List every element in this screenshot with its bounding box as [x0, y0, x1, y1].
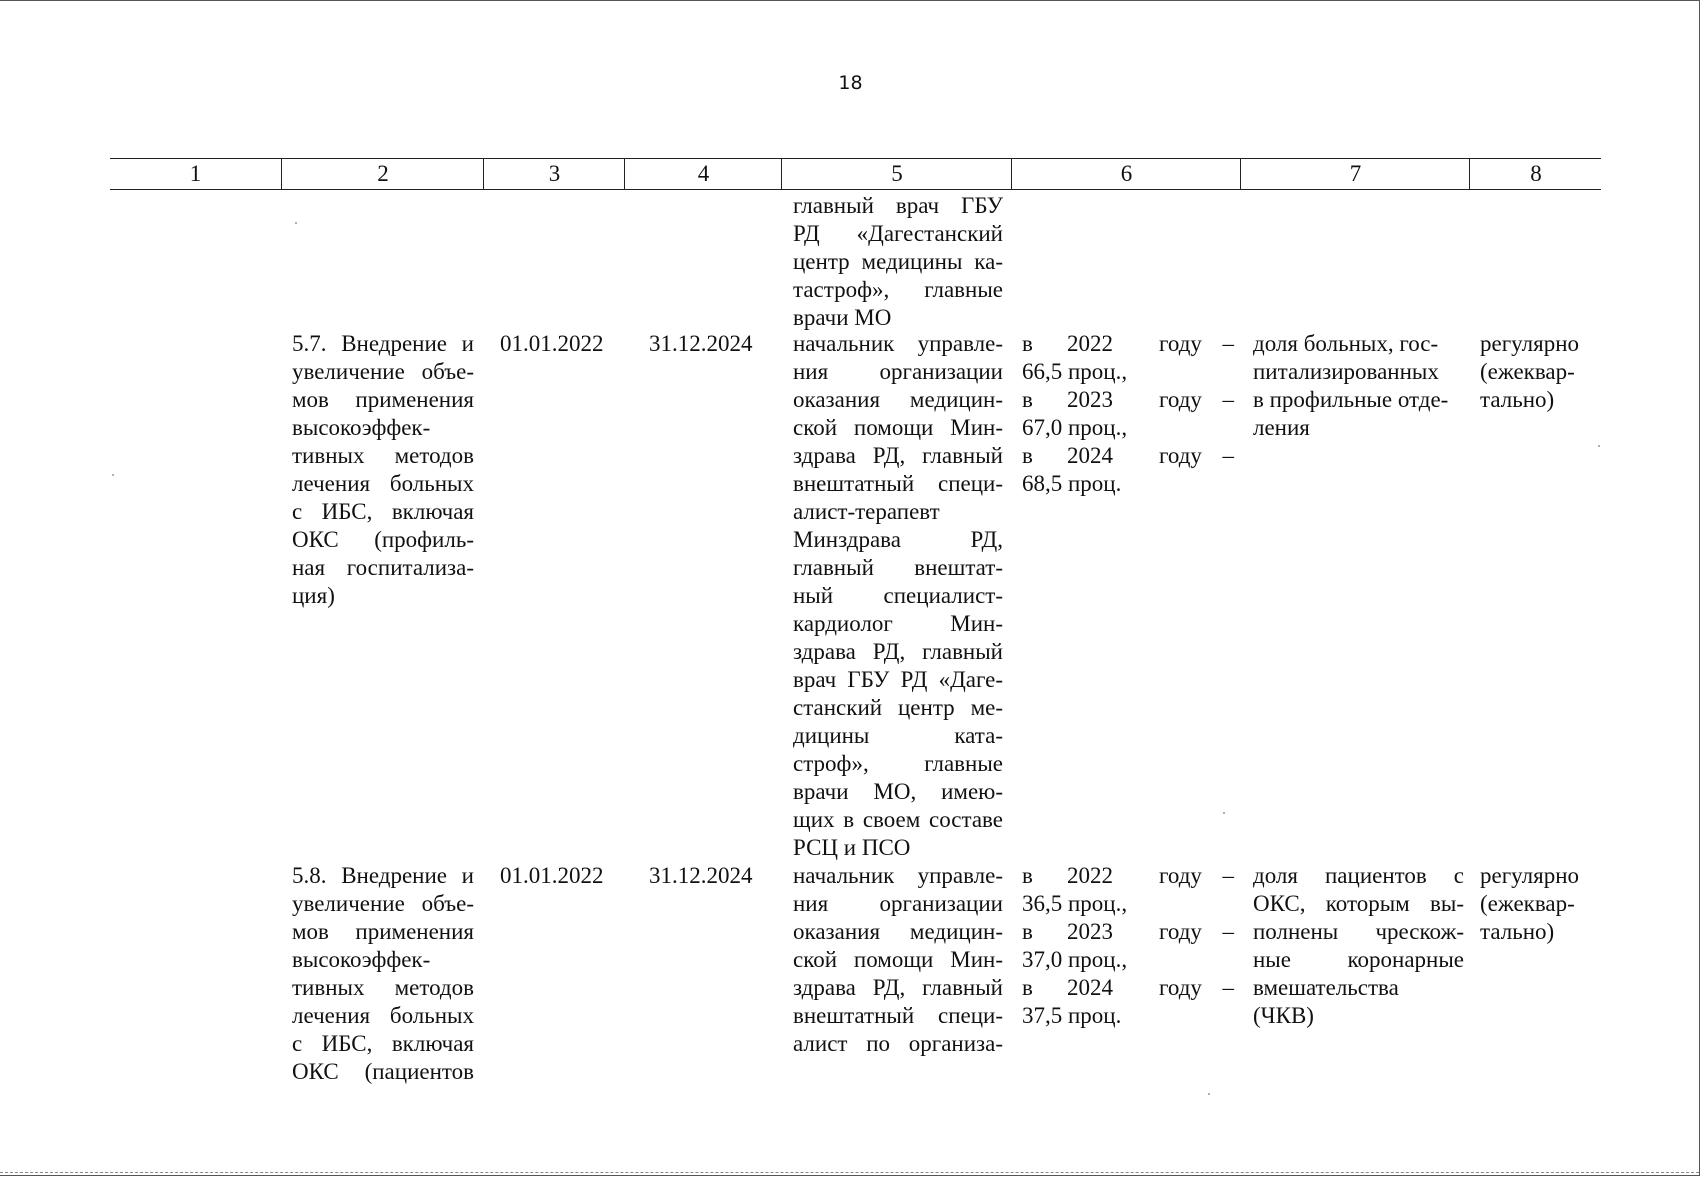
header-col-7: 7 — [1240, 159, 1470, 189]
text-line: в профильные отде- — [1253, 387, 1449, 412]
row-5-7-start-date: 01.01.2022 — [500, 331, 604, 356]
text-line: ные коронарные — [1253, 947, 1464, 972]
text-line: увеличение объе- — [292, 359, 474, 384]
text-line: с ИБС, включая — [292, 1031, 474, 1056]
text-line: строф», главные — [793, 751, 1003, 776]
text-line: врачи МО, имею- — [793, 779, 1003, 804]
row-5-8-targets — [1022, 862, 1234, 1030]
text-line: ОКС, которым вы- — [1253, 891, 1464, 916]
header-col-6: 6 — [1011, 159, 1241, 189]
text-line: оказания медицин- — [793, 919, 1003, 944]
row-5-7-targets — [1022, 330, 1234, 498]
target-prefix: в — [1022, 443, 1033, 468]
row-5-8-start-date: 01.01.2022 — [500, 863, 604, 888]
target-value: 37,5 проц. — [1022, 1003, 1122, 1028]
target-word: году — [1159, 331, 1202, 356]
text-line: высокоэффек- — [292, 947, 431, 972]
target-value: 68,5 проц. — [1022, 471, 1122, 496]
target-dash: – — [1222, 443, 1234, 468]
row-5-8-measure — [292, 862, 474, 1086]
text-line: ная госпитализа- — [292, 555, 474, 580]
text-line: ция) — [292, 583, 335, 608]
target-prefix: в — [1022, 975, 1033, 1000]
text-line: здрава РД, главный — [793, 639, 1003, 664]
row-5-7-indicator — [1253, 330, 1464, 442]
target-year: 2023 — [1067, 387, 1113, 412]
text-line: высокоэффек- — [292, 415, 431, 440]
scan-speck — [295, 222, 297, 224]
target-prefix: в — [1022, 331, 1033, 356]
text-line: РСЦ и ПСО — [793, 835, 911, 860]
header-col-8: 8 — [1469, 159, 1602, 189]
text-line: тивных методов — [292, 443, 474, 468]
text-line: тастроф», главные — [793, 277, 1003, 302]
row-5-7-responsible — [793, 330, 1003, 862]
page-number: 18 — [838, 72, 863, 94]
target-word: году — [1159, 919, 1202, 944]
row-5-7-measure — [292, 330, 474, 610]
text-line: здрава РД, главный — [793, 975, 1003, 1000]
text-line: центр медицины ка- — [793, 249, 1003, 274]
text-line: тально) — [1480, 387, 1555, 412]
header-col-2: 2 — [281, 159, 484, 189]
text-line: внештатный специ- — [793, 471, 1003, 496]
text-line: регулярно — [1480, 863, 1579, 888]
text-line: ОКС (пациентов — [292, 1059, 474, 1084]
header-col-4: 4 — [624, 159, 782, 189]
text-line: ния организации — [793, 891, 1003, 916]
row-5-8-indicator — [1253, 862, 1464, 1030]
target-dash: – — [1222, 331, 1234, 356]
row-5-8-frequency — [1480, 862, 1595, 946]
scan-speck — [112, 474, 114, 476]
table-header-row — [110, 158, 1601, 190]
target-year-line — [1022, 974, 1234, 1002]
row-5-8-responsible — [793, 862, 1003, 1058]
text-line: с ИБС, включая — [292, 499, 474, 524]
text-line: оказания медицин- — [793, 387, 1003, 412]
row-5-8-end-date: 31.12.2024 — [649, 863, 753, 888]
text-line: регулярно — [1480, 331, 1579, 356]
text-line: ской помощи Мин- — [793, 947, 1003, 972]
text-line: врач ГБУ РД «Даге- — [793, 667, 1003, 692]
text-line: ской помощи Мин- — [793, 415, 1003, 440]
text-line: здрава РД, главный — [793, 443, 1003, 468]
text-line: доля пациентов с — [1253, 863, 1464, 888]
text-line: питализированных — [1253, 359, 1439, 384]
text-line: ления — [1253, 415, 1310, 440]
target-prefix: в — [1022, 387, 1033, 412]
scan-speck — [1223, 812, 1225, 814]
target-value: 66,5 проц., — [1022, 359, 1128, 384]
target-year: 2023 — [1067, 919, 1113, 944]
text-line: (ежеквар- — [1480, 891, 1575, 916]
text-line: Минздрава РД, — [793, 527, 1003, 552]
target-year-line — [1022, 386, 1234, 414]
text-line: доля больных, гос- — [1253, 331, 1439, 356]
text-line: алист по организа- — [793, 1031, 1003, 1056]
text-line: ный специалист- — [793, 583, 1003, 608]
text-line: врачи МО — [793, 305, 892, 330]
target-value: 37,0 проц., — [1022, 947, 1128, 972]
text-line: алист-терапевт — [793, 499, 940, 524]
target-word: году — [1159, 443, 1202, 468]
target-value: 36,5 проц., — [1022, 891, 1128, 916]
text-line: щих в своем составе — [793, 807, 1003, 832]
target-year: 2024 — [1067, 443, 1113, 468]
target-dash: – — [1222, 863, 1234, 888]
text-line: ния организации — [793, 359, 1003, 384]
header-col-3: 3 — [483, 159, 625, 189]
target-prefix: в — [1022, 919, 1033, 944]
text-line: 5.8. Внедрение и — [292, 863, 474, 888]
target-dash: – — [1222, 919, 1234, 944]
text-line: кардиолог Мин- — [793, 611, 1003, 636]
scan-speck — [1208, 1093, 1210, 1095]
target-dash: – — [1222, 387, 1234, 412]
text-line: увеличение объе- — [292, 891, 474, 916]
text-line: станский центр ме- — [793, 695, 1003, 720]
continued-responsible-text — [793, 192, 1003, 332]
target-dash: – — [1222, 975, 1234, 1000]
text-line: (ЧКВ) — [1253, 1003, 1314, 1028]
text-line: мов применения — [292, 387, 474, 412]
target-year-line — [1022, 918, 1234, 946]
target-year-line — [1022, 442, 1234, 470]
target-prefix: в — [1022, 863, 1033, 888]
target-year: 2024 — [1067, 975, 1113, 1000]
text-line: тивных методов — [292, 975, 474, 1000]
target-word: году — [1159, 387, 1202, 412]
target-year-line — [1022, 862, 1234, 890]
target-year-line — [1022, 330, 1234, 358]
target-value: 67,0 проц., — [1022, 415, 1128, 440]
target-year: 2022 — [1067, 331, 1113, 356]
text-line: 5.7. Внедрение и — [292, 331, 474, 356]
text-line: (ежеквар- — [1480, 359, 1575, 384]
text-line: главный внештат- — [793, 555, 1003, 580]
text-line: тально) — [1480, 919, 1555, 944]
target-year: 2022 — [1067, 863, 1113, 888]
text-line: главный врач ГБУ — [793, 193, 1003, 218]
text-line: начальник управле- — [793, 863, 1003, 888]
text-line: лечения больных — [292, 1003, 474, 1028]
target-word: году — [1159, 975, 1202, 1000]
text-line: внештатный специ- — [793, 1003, 1003, 1028]
text-line: вмешательства — [1253, 975, 1399, 1000]
target-word: году — [1159, 863, 1202, 888]
scan-speck — [1598, 445, 1600, 447]
header-col-1: 1 — [189, 161, 202, 186]
row-5-7-end-date: 31.12.2024 — [649, 331, 753, 356]
text-line: ОКС (профиль- — [292, 527, 474, 552]
scan-bottom-edge — [0, 1172, 1699, 1173]
header-col-5: 5 — [781, 159, 1012, 189]
text-line: начальник управле- — [793, 331, 1003, 356]
text-line: РД «Дагестанский — [793, 221, 1003, 246]
row-5-7-frequency — [1480, 330, 1595, 414]
text-line: лечения больных — [292, 471, 474, 496]
text-line: полнены чрескож- — [1253, 919, 1464, 944]
text-line: дицины ката- — [793, 723, 1003, 748]
text-line: мов применения — [292, 919, 474, 944]
